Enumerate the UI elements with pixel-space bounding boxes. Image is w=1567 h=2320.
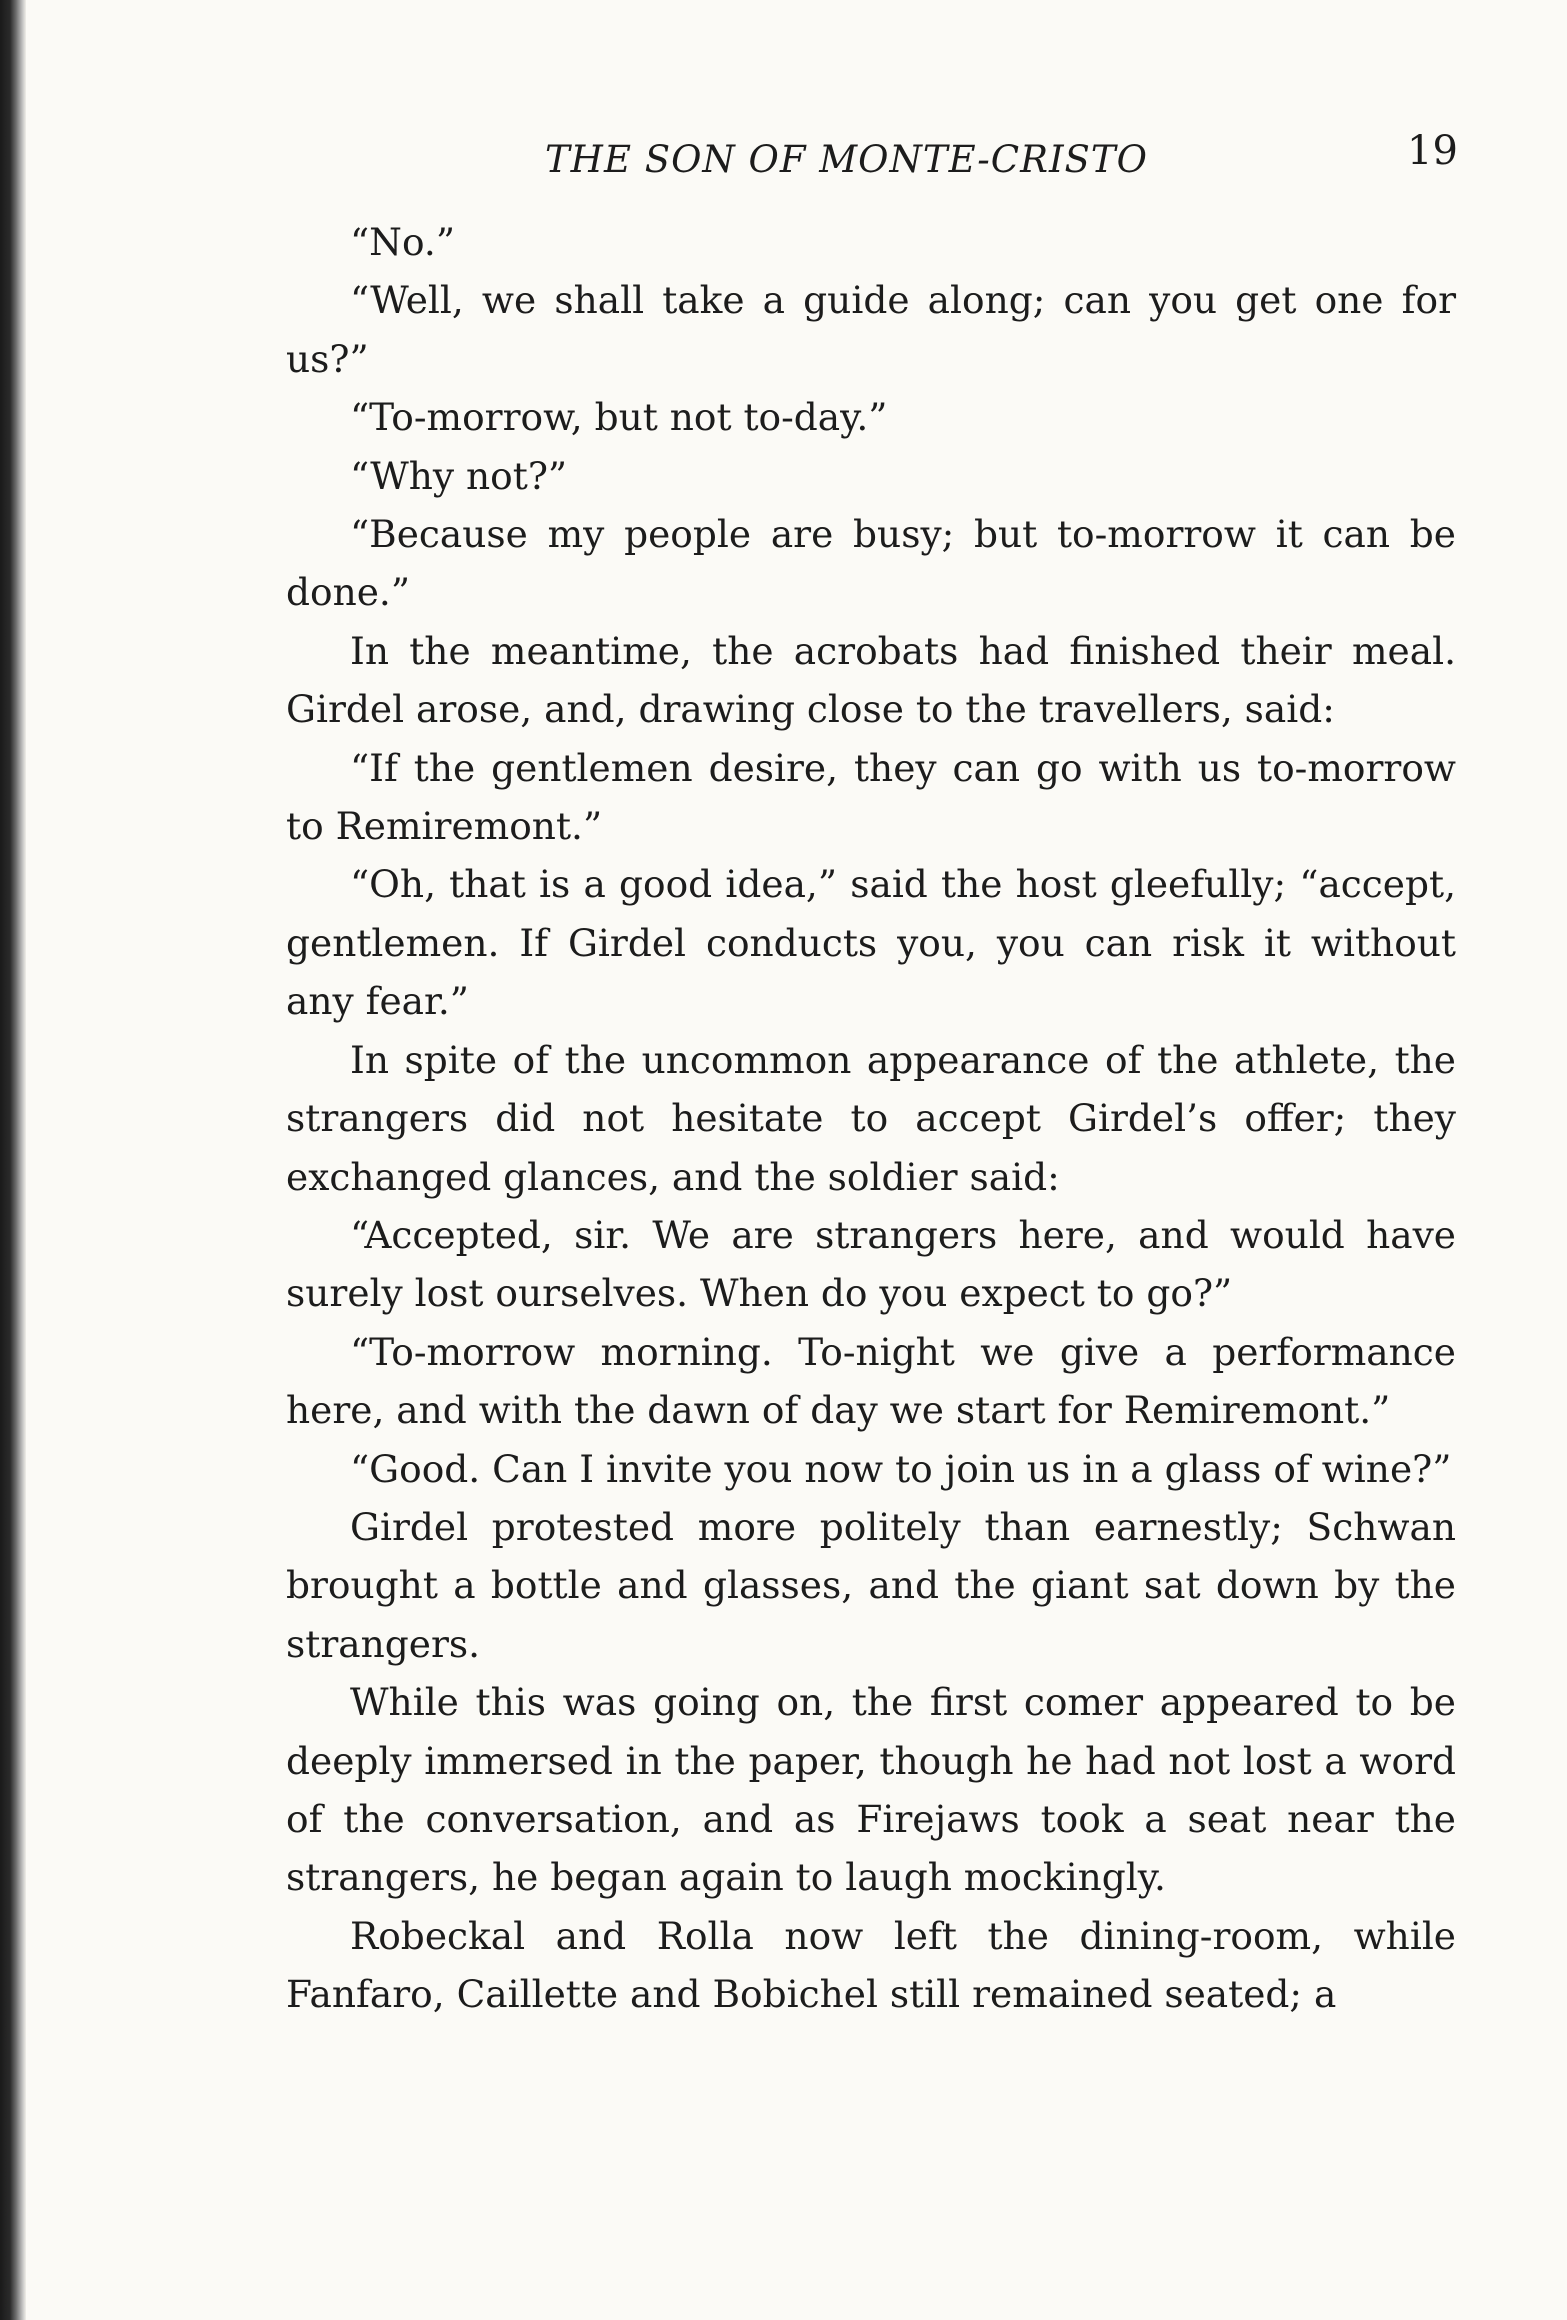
- paragraph: “Good. Can I invite you now to join us in a glass of wine?”: [350, 1446, 1452, 1491]
- paragraph: “Well, we shall take a guide along; can you get one for us?”: [286, 278, 1456, 381]
- paragraph: Robeckal and Rolla now left the dining-room, while Fanfaro, Caillette and Bobichel still remained seated; a: [286, 1913, 1456, 2017]
- paragraph: “To-morrow morning. To-night we give a performance here, and with the dawn of day we start for Remiremont.”: [286, 1329, 1456, 1433]
- paragraph: Girdel protested more politely than earnestly; Schwan brought a bottle and glasses, and the giant sat down by the strangers.: [286, 1504, 1456, 1666]
- running-title: THE SON OF MONTE-CRISTO: [545, 138, 1148, 181]
- paragraph: “Why not?”: [350, 453, 568, 498]
- paragraph: “Because my people are busy; but to-morrow it can be done.”: [286, 512, 1456, 615]
- paragraph: “No.”: [350, 220, 455, 264]
- paragraph: “If the gentlemen desire, they can go with us to-morrow to Remiremont.”: [286, 745, 1456, 849]
- paragraph: While this was going on, the first comer appeared to be deeply immersed in the paper, though he had not lost a word of the conversation, and as Firejaws took a seat near the strangers, he began again to laugh mockingly.: [286, 1680, 1456, 1900]
- page-header: [0, 128, 1567, 188]
- paragraph: In the meantime, the acrobats had finished their meal. Girdel arose, and, drawing close to the travellers, said:: [286, 628, 1456, 732]
- paragraph: “To-morrow, but not to-day.”: [350, 395, 888, 440]
- paragraph: “Accepted, sir. We are strangers here, and would have surely lost ourselves. When do you expect to go?”: [286, 1212, 1456, 1316]
- page-number: 19: [1407, 128, 1458, 174]
- page-binding-edge: [0, 0, 26, 2320]
- paragraph: “Oh, that is a good idea,” said the host gleefully; “accept, gentlemen. If Girdel conducts you, you can risk it without any fear.”: [286, 862, 1456, 1024]
- body-text: [286, 213, 1456, 2024]
- paragraph: In spite of the uncommon appearance of the athlete, the strangers did not hesitate to accept Girdel’s offer; they exchanged glances, and the soldier said:: [286, 1037, 1456, 1199]
